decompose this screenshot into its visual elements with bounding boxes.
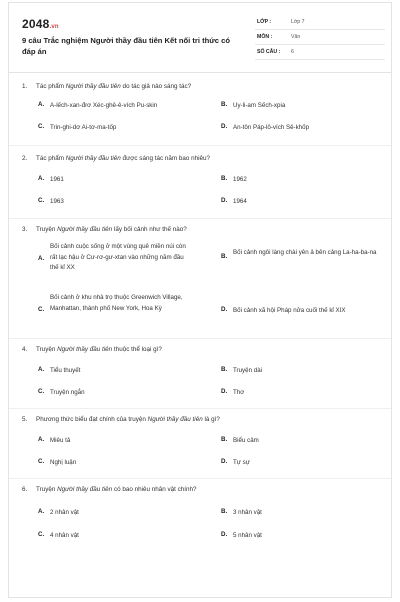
answer-letter: D. [221, 458, 228, 465]
answer-text: Bối cảnh cuộc sống ở một vùng quê miền núi còn rất lạc hậu ở Cư-rơ-gư-xtan vào những năm đầu thế kỉ XX [50, 243, 186, 271]
answer-text: 1962 [233, 176, 247, 183]
answer-letter: D. [221, 531, 228, 538]
question-pre: Tác phẩm [36, 83, 66, 90]
worksheet-header [9, 3, 391, 69]
meta-value: Lớp 7 [291, 19, 305, 25]
answer-text: Thơ [233, 389, 245, 396]
answer-letter: C. [38, 123, 45, 130]
answer-text: Bối cảnh ngôi làng chài yên ả bên cảng La-ha-ba-na [233, 249, 377, 256]
answer-letter: C. [38, 458, 45, 465]
question-italic: Người thầy đầu tiên [57, 486, 113, 493]
question-divider [9, 218, 391, 219]
meta-row-subject [255, 30, 385, 45]
meta-label: LỚP : [257, 19, 272, 25]
meta-label: MÔN : [257, 34, 273, 40]
question-post: được sáng tác năm bao nhiêu? [120, 155, 211, 162]
question-pre: Truyện [36, 486, 58, 493]
question-number: 4. [22, 346, 28, 353]
answer-text: Truyện dài [233, 367, 263, 374]
question-divider [9, 145, 391, 146]
question-post: thuộc thể loại gì? [112, 346, 162, 353]
worksheet-title: 9 câu Trắc nghiệm Người thầy đầu tiên Kết nối tri thức có đáp án [22, 36, 230, 56]
answer-text: A-lếch-xan-đrơ Xéc-ghê-ê-vích Pu-skin [50, 102, 158, 109]
answer-letter: B. [221, 253, 228, 260]
question-number: 5. [22, 416, 28, 423]
answer-text: 1963 [50, 198, 64, 205]
question-divider [9, 338, 391, 339]
answer-letter: A. [38, 255, 45, 262]
answer-text: 2 nhân vật [50, 509, 79, 516]
question-post: có bao nhiêu nhân vật chính? [112, 486, 197, 493]
question-number: 3. [22, 226, 28, 233]
question-text [22, 155, 210, 162]
question-pre: Truyện [36, 346, 58, 353]
meta-label: SỐ CÂU : [257, 49, 281, 55]
answer-letter: A. [38, 436, 45, 443]
question-italic: Người thầy đầu tiên [147, 416, 203, 423]
answer-text: Uy-li-am Sếch-xpia [233, 102, 286, 109]
answer-letter: C. [38, 197, 45, 204]
answer-letter: C. [38, 388, 45, 395]
answer-text: Bối cảnh xã hội Pháp nửa cuối thế kỉ XIX [233, 307, 346, 314]
answer-letter: A. [38, 508, 45, 515]
question-pre: Tác phẩm [36, 155, 66, 162]
answer-text: 1961 [50, 176, 64, 183]
answer-text: 5 nhân vật [233, 532, 262, 539]
question-italic: Người thầy đầu tiên [57, 226, 113, 233]
answer-letter: D. [221, 123, 228, 130]
question-italic: Người thầy đầu tiên [57, 346, 113, 353]
answer-text: Miêu tả [50, 437, 71, 444]
answer-text: Tiểu thuyết [50, 367, 81, 374]
answer-text: Biểu cảm [233, 437, 259, 444]
question-number: 6. [22, 486, 28, 493]
answer-letter: B. [221, 101, 228, 108]
answer-letter: B. [221, 436, 228, 443]
answer-letter: D. [221, 197, 228, 204]
question-text [22, 346, 162, 353]
meta-value: 6 [291, 49, 294, 55]
answer-letter: B. [221, 508, 228, 515]
meta-value: Văn [291, 34, 301, 40]
answer-text: 1964 [233, 198, 247, 205]
question-text [22, 416, 220, 423]
question-text [22, 226, 187, 233]
question-post: lấy bối cảnh như thế nào? [112, 226, 187, 233]
question-text [22, 486, 197, 493]
answer-text: An-tôn Páp-lô-vích Sê-khốp [233, 124, 310, 131]
question-number: 2. [22, 155, 28, 162]
worksheet-meta [255, 15, 385, 60]
answer-text: 4 nhân vật [50, 532, 79, 539]
worksheet-page [8, 2, 392, 598]
question-text [22, 83, 191, 90]
answer-text: Nghị luận [50, 459, 77, 466]
answer-text: 3 nhân vật [233, 509, 262, 516]
question-divider [9, 408, 391, 409]
meta-row-count [255, 45, 385, 60]
answer-letter: C. [38, 306, 45, 313]
question-italic: Người thầy đầu tiên [65, 155, 121, 162]
answer-letter: D. [221, 388, 228, 395]
site-logo[interactable] [22, 17, 59, 31]
question-post: là gì? [202, 416, 220, 423]
answer-letter: A. [38, 366, 45, 373]
question-pre: Phương thức biểu đạt chính của truyện [36, 416, 148, 423]
answer-letter: B. [221, 175, 228, 182]
logo-suffix: .vn [49, 24, 59, 30]
answer-letter: D. [221, 306, 228, 313]
answer-text: Truyện ngắn [50, 389, 85, 396]
question-italic: Người thầy đầu tiên [65, 83, 121, 90]
answer-letter: C. [38, 531, 45, 538]
answer-letter: B. [221, 366, 228, 373]
answer-letter: A. [38, 101, 45, 108]
header-divider [9, 72, 391, 73]
meta-row-class [255, 15, 385, 30]
question-number: 1. [22, 83, 28, 90]
question-post: do tác giả nào sáng tác? [120, 83, 192, 90]
logo-text: 2048 [22, 17, 50, 31]
answer-text: Trin-ghi-dơ Ai-tơ-ma-tốp [50, 124, 117, 131]
answer-text: Bối cảnh ở khu nhà trọ thuộc Greenwich Village, Manhattan, thành phố New York, Hoa Kỳ [50, 294, 183, 312]
question-pre: Truyện [36, 226, 58, 233]
answer-text: Tự sự [233, 459, 250, 466]
answer-letter: A. [38, 175, 45, 182]
question-divider [9, 478, 391, 479]
